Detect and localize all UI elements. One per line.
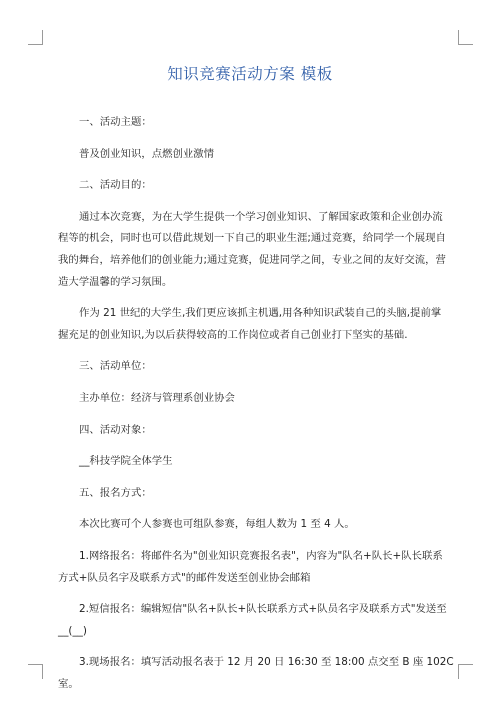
paragraph [58, 207, 446, 293]
text-line: 2.短信报名：编辑短信"队名+队长+队长联系方式+队员名字及联系方式"发送至 [79, 603, 447, 616]
text-line: 1.网络报名：将邮件名为"创业知识竞赛报名表"，内容为"队名+队长+队长联系 [79, 549, 443, 562]
text-line: 二、活动目的： [79, 179, 152, 192]
text-line: 普及创业知识，点燃创业激情 [79, 147, 215, 160]
paragraph [58, 303, 442, 346]
paragraph [58, 652, 454, 695]
text-line: __(__) [58, 624, 87, 637]
document-body [58, 112, 454, 705]
paragraph [79, 514, 423, 536]
text-line: 通过本次竞赛，为在大学生提供一个学习创业知识、了解国家政策和企业创办流 [79, 210, 443, 223]
paragraph [79, 112, 423, 134]
text-line: 四、活动对象： [79, 423, 152, 436]
text-line: 3.现场报名：填写活动报名表于 12 月 20 日 16:30 至 18:00 点交至 B 座 102C [79, 656, 454, 669]
paragraph [58, 599, 447, 642]
paragraph [79, 483, 423, 505]
text-line: 我的舞台，培养他们的创业能力;通过竞赛，促进同学之间，专业之间的友好交流，营 [58, 253, 446, 266]
text-line: 本次比赛可个人参赛也可组队参赛，每组人数为 1 至 4 人。 [79, 518, 355, 531]
text-line: 室。 [58, 677, 79, 690]
text-line: 方式+队员名字及联系方式"的邮件发送至创业协会邮箱 [58, 571, 311, 584]
crop-mark-bottom-left [28, 664, 43, 679]
text-line: 三、活动单位： [79, 360, 152, 373]
paragraph [79, 451, 423, 473]
paragraph [79, 175, 423, 197]
paragraph [79, 144, 423, 166]
text-line: 一、活动主题： [79, 116, 152, 128]
text-line: 五、报名方式： [79, 486, 152, 499]
text-line: 主办单位：经济与管理系创业协会 [79, 391, 235, 404]
text-line: __科技学院全体学生 [79, 455, 173, 468]
text-line: 造大学温馨的学习氛围。 [58, 275, 173, 288]
crop-mark-bottom-right [458, 664, 473, 679]
text-line: 握充足的创业知识,为以后获得较高的工作岗位或者自己创业打下坚实的基础. [58, 328, 408, 341]
paragraph [79, 420, 423, 442]
crop-mark-top-left [28, 30, 43, 45]
paragraph [58, 546, 443, 589]
document-title: 知识竞赛活动方案 模板 [167, 65, 333, 83]
text-line: 作为 21 世纪的大学生,我们更应该抓主机遇,用各种知识武装自己的头脑,提前掌 [79, 307, 442, 320]
paragraph [79, 356, 423, 378]
crop-mark-top-right [458, 30, 473, 45]
paragraph [79, 388, 423, 410]
text-line: 程等的机会，同时也可以借此规划一下自己的职业生涯;通过竞赛，给同学一个展现自 [58, 232, 446, 245]
